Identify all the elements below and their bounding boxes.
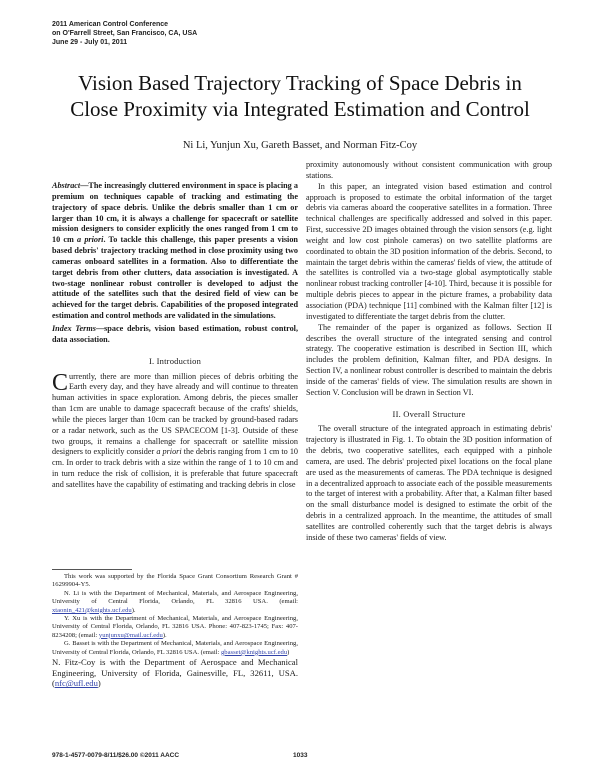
right-paragraph-1: In this paper, an integrated vision based estimation and control approach is proposed to estimate the orbital information of the target debris via cameras aboard the cooperative satellites in a formation. Three technical challenges are specifically addressed and solved in this paper. First, successive 2D images obtained through the vision sensors (e.g. light weight and low cost pinhole cameras) on two satellite platforms are coordinated to obtain the 3D position information of the debris. Second, to maintain the target debris within the cameras' fields of view, the attitude of the satellites is controlled via a two-stage global asymptotically stable nonlinear robust tracking controller [4-10]. Third, because it is possible for multiple debris pieces to appear in the picture frames, a probability data association (PDA) technique [11] combined with the Kalman filter [12] is investigated to differentiate the target debris from the clutter. <box>306 181 552 321</box>
footnote-basset <box>52 640 298 657</box>
footnote-li-text: N. Li is with the Department of Mechanical, Materials, and Aerospace Engineering, University of Central Florida, Orlando, FL 32816 USA. (email: <box>52 589 298 606</box>
footnote-xu-end: ). <box>162 631 167 639</box>
abstract-apriori: a priori <box>77 235 104 245</box>
right-paragraph-2: The remainder of the paper is organized as follows. Section II describes the overall structure of the integrated sensing and control strategy. The cooperative estimation is described in Section III, which includes the problem definition, Kalman filter, and PDA designs. In Section IV, a nonlinear robust controller is described to maintain the debris inside of the cameras' fields of view. The simulation results are shown in Section V. Conclusion will be drawn in Section VI. <box>306 322 552 397</box>
right-paragraph-3: The overall structure of the integrated approach in estimating debris' trajectory is illustrated in Fig. 1. To obtain the 3D position information of the debris, two cooperative satellites, each equipped with a pinhole camera, are used. The debris' projected pixel locations on the focal plane are used as the measurements of cameras. The PDA technique is designed in a decentralized approach to associate each of the possible measurements to the target of interest with a probability. After that, a Kalman filter based on the small disturbance model is designed to estimate the orbit of the debris in a centralized approach. In the meantime, the attitudes of small satellites are controlled coherently such that the target debris is always inside of these two cameras' fields of view. <box>306 424 552 542</box>
abstract <box>52 181 298 322</box>
footnote-basset-text: G. Basset is with the Department of Mechanical, Materials, and Aerospace Engineering, University of Central Florida, Orlando, FL 32816 USA. (email: <box>52 640 298 656</box>
footnote-xu <box>52 615 298 640</box>
page-number: 1033 <box>293 752 308 759</box>
drop-cap: C <box>52 369 69 396</box>
abstract-text-1: —The increasingly cluttered environment in space is placing a premium on techniques capable of tracking and estimating the trajectory of space debris. Unlike the debris smaller than 1 cm or larger than 10 cm, it is always a challenge for spacecraft or satellite mission designers to consider explicitly the ones ranged from 1 cm to 10 cm <box>52 181 298 245</box>
index-terms-text: —space debris, vision based estimation, robust control, data association. <box>52 323 299 344</box>
isbn-line: 978-1-4577-0079-8/11/$26.00 ©2011 AACC <box>52 752 180 759</box>
email-link-fitzcoy[interactable]: nfc@ufl.edu <box>54 678 98 689</box>
footnote-basset-end: ) <box>287 648 290 656</box>
abstract-text-2: . To tackle this challenge, this paper presents a vision based debris' trajectory tracking method in close proximity using two cameras onboard satellites in a formation. Also to differentiate the target debris from other clutters, data association is investigated. A two-stage nonlinear robust controller is developed to adjust the attitude of the satellites such that the desired field of view can be achieved for the target debris. Capabilities of the proposed integrated estimation and control methods are validated in the simulations. <box>52 235 298 321</box>
footnote-fitzcoy <box>52 657 298 689</box>
footnote-fitzcoy-text: N. Fitz-Coy is with the Department of Aerospace and Mechanical Engineering, University of Florida, Gainesville, FL, 32611, USA. ( <box>52 657 298 689</box>
intro-text-a: urrently, there are more than million pieces of debris orbiting the Earth every day, and they have already and will continue to threaten human activities in space exploration. Among debris, the pieces smaller than 1cm are unable to damage spacecraft because of the crafts' shields, while the pieces larger than 10cm can be tracked by ground-based radars or a radar network, such as the US SPACECOM [1-3]. Outside of these two groups, it remains a challenge for spacecraft or satellite mission designers to explicitly consider <box>52 371 298 457</box>
footnote-xu-text: Y. Xu is with the Department of Mechanical, Materials, and Aerospace Engineering, University of Central Florida, Orlando, FL 32816 USA. Phone: 407-823-1745; Fax: 407-8234208; (email: <box>52 615 298 639</box>
author-list: Ni Li, Yunjun Xu, Gareth Basset, and Norman Fitz-Coy <box>182 140 418 151</box>
section-2-heading: II. Overall Structure <box>392 408 466 419</box>
intro-apriori: a priori <box>156 447 182 457</box>
conference-dates: June 29 - July 01, 2011 <box>52 39 128 46</box>
right-column <box>306 160 552 544</box>
index-terms <box>52 324 298 346</box>
footnote-li-end: ). <box>131 606 136 614</box>
conference-location: on O'Farrell Street, San Francisco, CA, USA <box>52 30 198 37</box>
footnote-li <box>52 590 298 615</box>
title-line-1: Vision Based Trajectory Tracking of Space Debris in <box>78 71 522 95</box>
abstract-label: Abstract <box>52 181 81 190</box>
section-1-heading: I. Introduction <box>148 355 202 366</box>
footnote-funding: This work was supported by the Florida Space Grant Consortium Research Grant # 16299904-Y5. <box>52 573 298 589</box>
right-paragraph-0: proximity autonomously without consistent communication with group stations. <box>306 160 552 180</box>
email-link-li[interactable]: xtaonin_421@knights.ucf.edu <box>52 606 132 614</box>
intro-text-b: the debris ranging from 1 cm to 10 cm. In order to track debris with a size within the range of 1 to 10 cm and in turn reduce the risk of collision, it is preferable that future spacecraft and satellites have the capability of estimating and tracking debris in close <box>52 447 299 489</box>
conference-name: 2011 American Control Conference <box>52 21 169 28</box>
title-line-2: Close Proximity via Integrated Estimation and Control <box>70 97 530 121</box>
footnote-fitzcoy-end: ) <box>97 678 101 689</box>
footnotes <box>52 569 298 689</box>
paper-title <box>40 70 560 122</box>
intro-paragraph <box>52 369 299 491</box>
conference-header <box>52 20 197 47</box>
footnote-rule <box>52 569 132 570</box>
left-column <box>52 181 298 491</box>
index-terms-label: Index Terms <box>52 323 96 333</box>
email-link-xu[interactable]: yunjunxu@mail.ucf.edu <box>98 631 163 639</box>
email-link-basset[interactable]: gbasset@knights.ucf.edu <box>220 648 288 656</box>
